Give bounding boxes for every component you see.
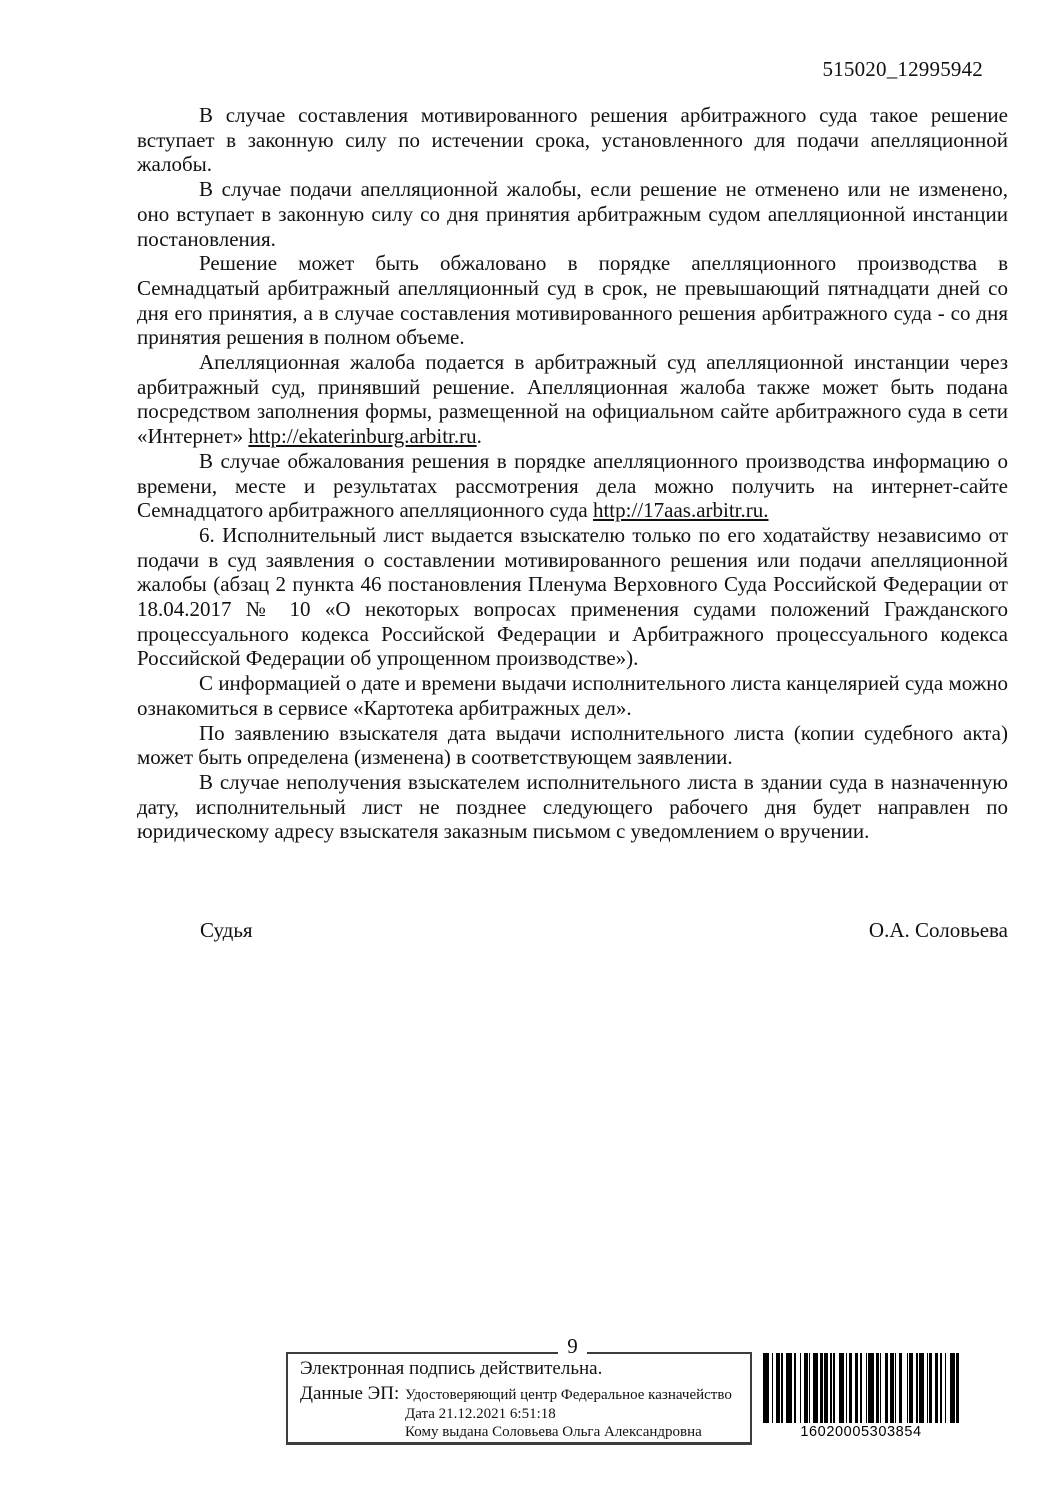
hyperlink[interactable]: http://17aas.arbitr.ru.: [592, 498, 769, 523]
paragraph: В случае обжалования решения в порядке апелляционного производства информацию о времени, месте и результатах рассмотрения дела можно получить на интернет-сайте Семнадцатого арбитражного апелляционного суда http://17aas.arbitr.ru.: [137, 448, 1008, 523]
paragraph: По заявлению взыскателя дата выдачи исполнительного листа (копии судебного акта) может быть определена (изменена) в соответствующем заявлении.: [137, 720, 1008, 770]
barcode: [763, 1353, 959, 1440]
signature-name: О.А. Соловьева: [868, 918, 1008, 942]
paragraph: В случае составления мотивированного решения арбитражного суда такое решение вступает в законную силу по истечении срока, установленного для подачи апелляционной жалобы.: [137, 103, 1008, 177]
document-reference: 515020_12995942: [822, 57, 983, 81]
page-number: [137, 1334, 1008, 1359]
stamp-label: Данные ЭП:: [300, 1383, 400, 1404]
paragraph: Решение может быть обжаловано в порядке апелляционного производства в Семнадцатый арбитражный апелляционный суд в срок, не превышающий пятнадцати дней со дня его принятия, а в случае составления мотивированного решения арбитражного суда - со дня принятия решения в полном объеме.: [137, 251, 1008, 350]
stamp-data-row: [300, 1383, 742, 1442]
paragraph: 6. Исполнительный лист выдается взыскателю только по его ходатайству независимо от подачи в суд заявления о составлении мотивированного решения или подачи апелляционной жалобы (абзац 2 пункта 46 постановления Пленума Верховного Суда Российской Федерации от 18.04.2017 № 10 «О некоторых вопросах применения судами положений Гражданского процессуального кодекса Российской Федерации и Арбитражного процессуального кодекса Российской Федерации об упрощенном производстве»).: [137, 522, 1008, 671]
stamp-validity-text: Электронная подпись действительна.: [300, 1358, 603, 1379]
stamp-detail-line: Кому выдана Соловьева Ольга Александровна: [405, 1424, 702, 1440]
stamp-detail-line: Дата 21.12.2021 6:51:18: [405, 1405, 556, 1422]
signature-block: [137, 918, 1008, 943]
stamp-detail-line: Удостоверяющий центр Федеральное казначейство: [405, 1387, 732, 1403]
paragraph: С информацией о дате и времени выдачи исполнительного листа канцелярией суда можно ознакомиться в сервисе «Картотека арбитражных дел».: [137, 671, 1008, 720]
electronic-signature-stamp: [286, 1352, 752, 1445]
barcode-bars: [763, 1353, 959, 1423]
paragraph: В случае неполучения взыскателем исполнительного листа в здании суда в назначенную дату, исполнительный лист не позднее следующего рабочего дня будет направлен по юридическому адресу взыскателя заказным письмом с уведомлением о вручении.: [137, 769, 1008, 844]
stamp-details: [405, 1383, 732, 1442]
paragraph: Апелляционная жалоба подается в арбитражный суд апелляционной инстанции через арбитражный суд, принявший решение. Апелляционная жалоба также может быть подана посредством заполнения формы, размещенной на официальном сайте арбитражного суда в сети «Интернет» http://ekaterinburg.arbitr.ru.: [137, 350, 1008, 449]
barcode-bar: [956, 1353, 959, 1423]
hyperlink[interactable]: http://ekaterinburg.arbitr.ru: [248, 424, 477, 449]
document-body: [137, 103, 1008, 844]
paragraph: В случае подачи апелляционной жалобы, если решение не отменено или не изменено, оно вступает в законную силу со дня принятия арбитражным судом апелляционной инстанции постановления.: [137, 177, 1008, 251]
signature-role: Судья: [200, 918, 253, 942]
barcode-number: 16020005303854: [800, 1424, 922, 1440]
page-number-value: 9: [558, 1334, 587, 1358]
